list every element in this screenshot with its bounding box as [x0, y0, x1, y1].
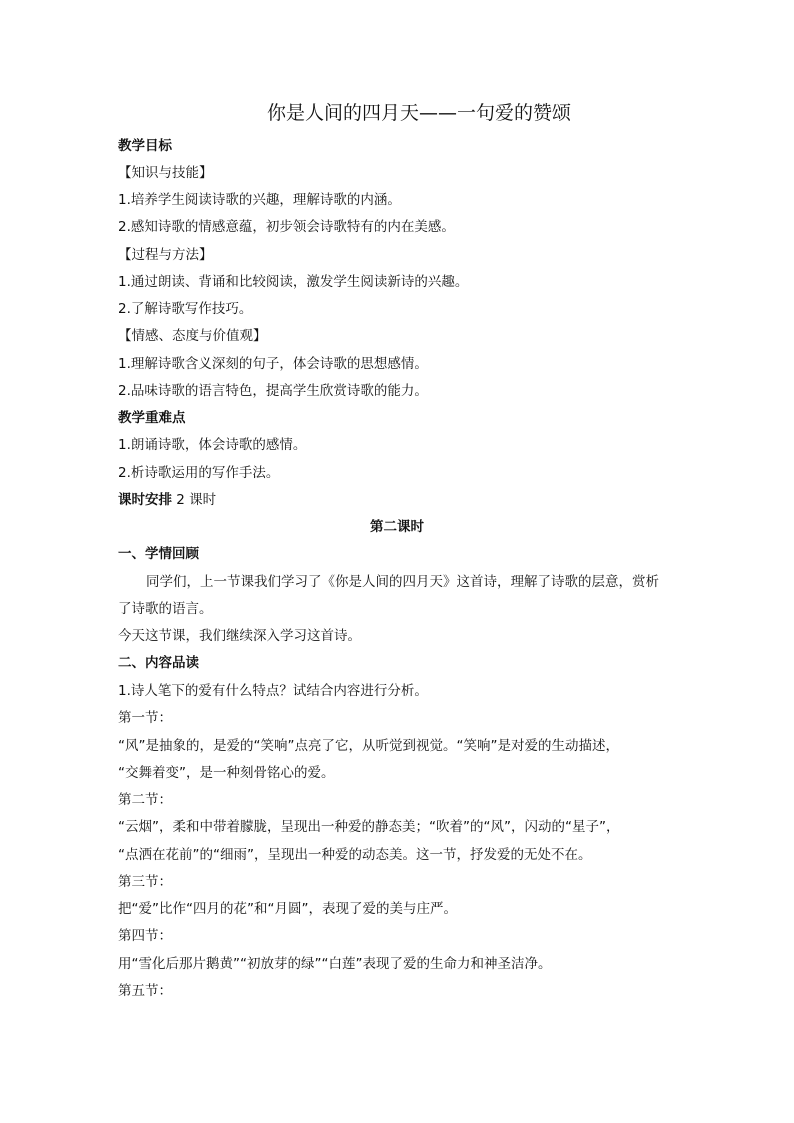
knowledge-item-2: 2.感知诗歌的情感意蕴，初步领会诗歌特有的内在美感。	[118, 219, 455, 235]
difficulty-item-1: 1.朗诵诗歌，体会诗歌的感情。	[118, 437, 307, 453]
knowledge-item-1: 1.培养学生阅读诗歌的兴趣，理解诗歌的内涵。	[118, 192, 401, 208]
section-3-line-1: 把“爱”比作“四月的花”和“月圆”，表现了爱的美与庄严。	[118, 901, 457, 917]
review-paragraph-2: 今天这节课，我们继续深入学习这首诗。	[118, 628, 361, 644]
section-2-line-1: “云烟”，柔和中带着朦胧，呈现出一种爱的静态美；“吹着”的“风”，闪动的“星子”，	[118, 819, 620, 835]
difficulty-item-2: 2.析诗歌运用的写作手法。	[118, 465, 280, 481]
section-5-label: 第五节：	[118, 983, 172, 999]
objectives-heading: 教学目标	[118, 138, 172, 154]
section-2-line-2: “点洒在花前”的“细雨”，呈现出一种爱的动态美。这一节，抒发爱的无处不在。	[118, 847, 592, 863]
section-1-line-2: “交舞着变”，是一种刻骨铭心的爱。	[118, 765, 335, 781]
process-item-1: 1.通过朗读、背诵和比较阅读，激发学生阅读新诗的兴趣。	[118, 274, 469, 290]
section-3-label: 第三节：	[118, 874, 172, 890]
process-item-2: 2.了解诗歌写作技巧。	[118, 301, 253, 317]
emotion-item-2: 2.品味诗歌的语言特色，提高学生欣赏诗歌的能力。	[118, 383, 428, 399]
section-4-line-1: 用“雪化后那片鹅黄”“初放芽的绿”“白莲”表现了爱的生命力和神圣洁净。	[118, 956, 552, 972]
review-paragraph-line-2: 了诗歌的语言。	[118, 601, 213, 617]
knowledge-heading: 【知识与技能】	[118, 165, 213, 181]
review-paragraph-line-1: 同学们，上一节课我们学习了《你是人间的四月天》这首诗，理解了诗歌的层意，赏析	[146, 574, 659, 590]
process-heading: 【过程与方法】	[118, 247, 213, 263]
document-title: 你是人间的四月天——一句爱的赞颂	[266, 102, 571, 124]
section-4-label: 第四节：	[118, 928, 172, 944]
schedule-label: 课时安排	[118, 492, 172, 508]
lesson-heading: 第二课时	[370, 519, 424, 535]
emotion-heading: 【情感、态度与价值观】	[118, 328, 267, 344]
schedule-value: 2 课时	[172, 492, 217, 508]
difficulties-heading: 教学重难点	[118, 410, 186, 426]
content-heading: 二、内容品读	[118, 655, 199, 671]
emotion-item-1: 1.理解诗歌含义深刻的句子，体会诗歌的思想感情。	[118, 356, 428, 372]
review-heading: 一、学情回顾	[118, 546, 199, 562]
section-1-line-1: “风”是抽象的，是爱的“笑响”点亮了它，从听觉到视觉。“笑响”是对爱的生动描述，	[118, 738, 619, 754]
section-1-label: 第一节：	[118, 710, 172, 726]
schedule-line	[118, 491, 216, 509]
section-2-label: 第二节：	[118, 792, 172, 808]
content-question: 1.诗人笔下的爱有什么特点？试结合内容进行分析。	[118, 683, 428, 699]
